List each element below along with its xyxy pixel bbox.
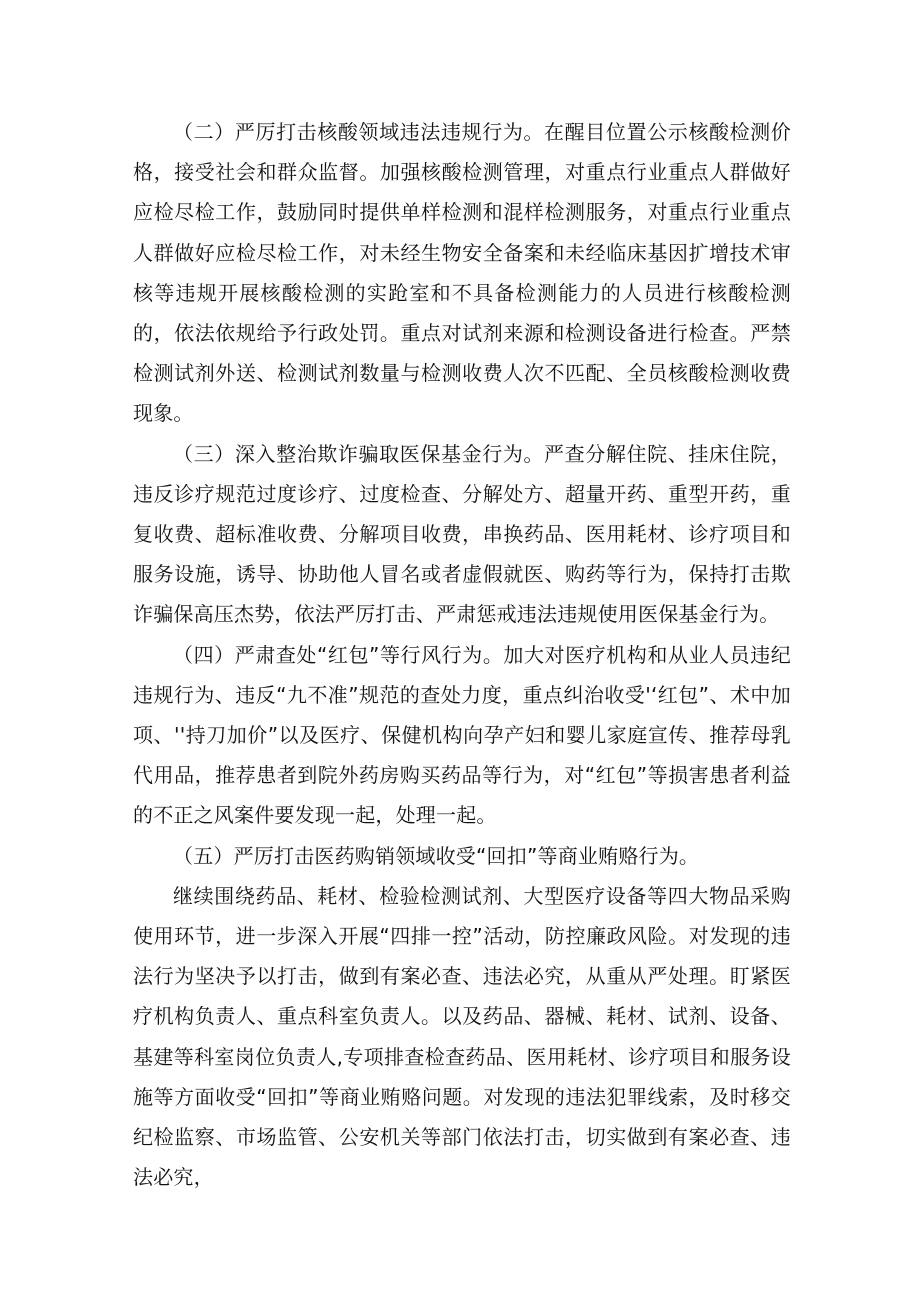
paragraph-section-5-heading: （五）严厉打击医药购销领域收受“回扣”等商业贿赂行为。 bbox=[173, 843, 700, 868]
paragraph-section-2: （二）严厉打击核酸领域违法违规行为。在醒目位置公示核酸检测价格，接受社会和群众监督。加强核酸检测管理，对重点行业重点人群做好应检尽检工作，鼓励同时提供单样检测和混样检测服务，对重点行业重点人群做好应检尽检工作，对未经生物安全备案和未经临床基因扩增技术审核等违规开展核酸检测的实跄室和不具备检测能力的人员进行核酸检测的，依法依规给予行政处罚。重点对试剂来源和检测设备进行检查。严禁检测试剂外送、检测试剂数量与检测收费人次不匹配、全员核酸检测收费现象。 bbox=[133, 120, 791, 426]
document-body bbox=[133, 112, 791, 1197]
paragraph-section-3: （三）深入整治欺诈骗取医保基金行为。严查分解住院、挂床住院，违反诊疗规范过度诊疗、过度检查、分解处方、超量开药、重型开药，重复收费、超标准收费、分解项目收费，串换药品、医用耗材、诊疗项目和服务设施，诱导、协助他人冒名或者虚假就医、购药等行为，保持打击欺诈骗保高压杰势，依法严厉打击、严肃惩戒违法违规使用医保基金行为。 bbox=[133, 441, 791, 627]
paragraph-section-5-body: 继续围绕药品、耗材、检验检测试剂、大型医疗设备等四大物品采购使用环节，进一步深入开展“四排一控”活动，防控廉政风险。对发现的违法行为坚决予以打击，做到有案必查、违法必究，从重从严处理。盯紧医疗机构负责人、重点科室负责人。以及药品、器械、耗材、试剂、设备、基建等科室岗位负责人,专项排查检查药品、医用耗材、诊疗项目和服务设施等方面收受“回扣”等商业贿赂问题。对发现的违法犯罪线索，及时移交纪检监察、市场监管、公安机关等部门依法打击，切实做到有案必查、违法必究， bbox=[133, 883, 791, 1190]
paragraph-section-4: （四）严肃查处“红包”等行风行为。加大对医疗机构和从业人员违纪违规行为、违反“九不准”规范的查处力度，重点纠治收受'‘红包”、术中加项、''持刀加价”以及医疗、保健机构向孕产妇和婴儿家庭宣传、推荐母乳代用品，推荐患者到院外药房购买药品等行为，对“红包”等损害患者利益的不正之风案件要发现一起，处理一起。 bbox=[133, 642, 791, 828]
